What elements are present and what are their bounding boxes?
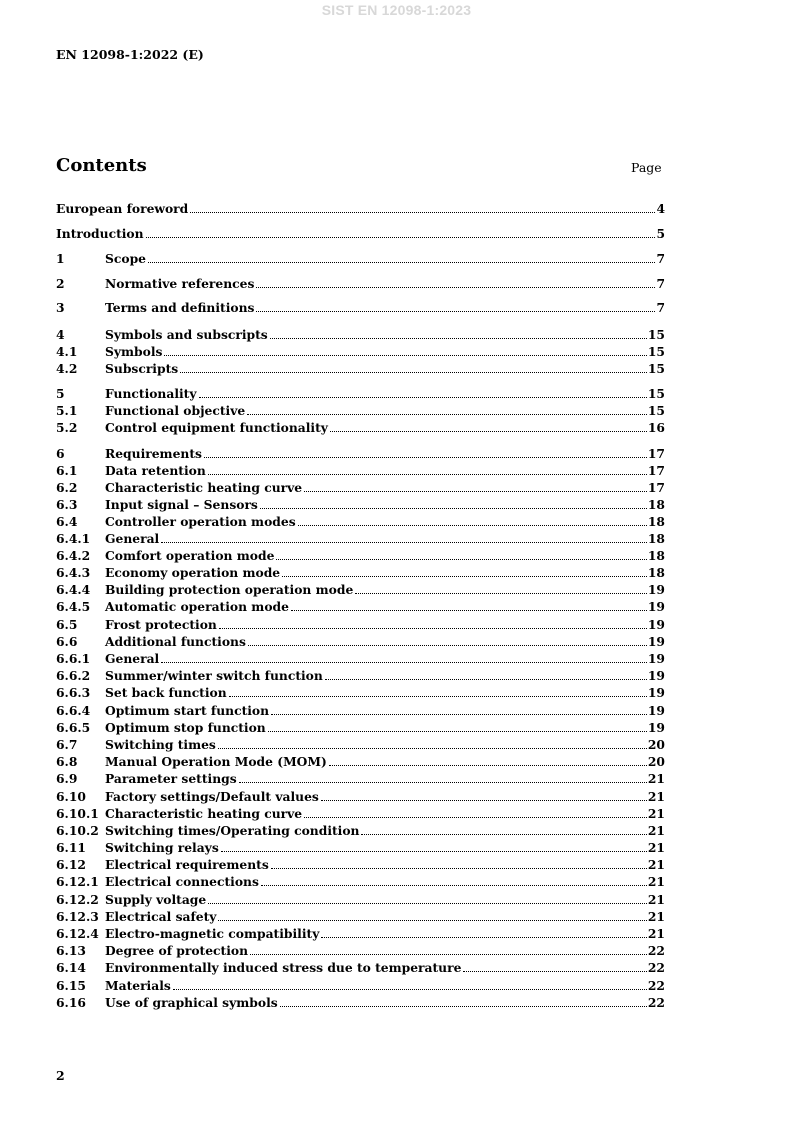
toc-entry-page: 22 — [647, 960, 665, 975]
toc-entry-page: 21 — [647, 789, 665, 804]
toc-entry-number: 6.4.4 — [56, 582, 91, 597]
toc-entry-title: Switching times — [105, 737, 216, 752]
toc-entry[interactable] — [56, 753, 665, 769]
dot-leader — [271, 713, 647, 715]
dot-leader — [199, 396, 647, 398]
toc-entry-page: 21 — [647, 874, 665, 889]
toc-entry[interactable] — [56, 702, 665, 718]
toc-entry-title: Symbols — [105, 344, 163, 359]
dot-leader — [239, 781, 647, 783]
toc-entry-number: 4.2 — [56, 361, 78, 376]
dot-leader — [190, 211, 655, 213]
toc-entry-title: Comfort operation mode — [105, 548, 275, 563]
toc-entry-page: 18 — [647, 548, 665, 563]
watermark: SIST EN 12098-1:2023 — [321, 2, 472, 18]
toc-entry-number: 6.12.1 — [56, 874, 99, 889]
dot-leader — [282, 575, 647, 577]
toc-entry[interactable] — [56, 873, 665, 889]
toc-entry[interactable] — [56, 200, 665, 216]
toc-entry[interactable] — [56, 385, 665, 401]
toc-entry-title: Control equipment functionality — [105, 420, 328, 435]
toc-entry-number: 6.1 — [56, 463, 78, 478]
toc-entry-number: 6.11 — [56, 840, 86, 855]
toc-entry-title: Supply voltage — [105, 892, 207, 907]
toc-entry-title: Summer/winter switch function — [105, 668, 323, 683]
toc-entry[interactable] — [56, 496, 665, 512]
toc-entry-page: 7 — [656, 300, 665, 315]
toc-entry-title: Normative references — [105, 276, 255, 291]
toc-entry-title: Switching relays — [105, 840, 219, 855]
dot-leader — [161, 541, 647, 543]
toc-entry[interactable] — [56, 479, 665, 495]
toc-entry-title: Requirements — [105, 446, 202, 461]
toc-entry-number: 6.4.5 — [56, 599, 91, 614]
toc-entry-page: 20 — [647, 754, 665, 769]
toc-entry[interactable] — [56, 616, 665, 632]
toc-entry-number: 6.3 — [56, 497, 78, 512]
toc-entry-page: 19 — [647, 617, 665, 632]
toc-entry-title: Electrical connections — [105, 874, 259, 889]
toc-entry-number: 4 — [56, 327, 65, 342]
toc-entry[interactable] — [56, 770, 665, 786]
toc-entry-number: 6.10.1 — [56, 806, 99, 821]
toc-entry[interactable] — [56, 994, 665, 1010]
toc-entry-number: 6.16 — [56, 995, 86, 1010]
toc-entry-number: 6.12 — [56, 857, 86, 872]
toc-entry-page: 21 — [647, 926, 665, 941]
toc-entry-title: Automatic operation mode — [105, 599, 289, 614]
toc-entry-page: 18 — [647, 565, 665, 580]
toc-entry-title: Controller operation modes — [105, 514, 296, 529]
toc-entry[interactable] — [56, 225, 665, 241]
toc-entry-number: 6.4.3 — [56, 565, 91, 580]
toc-entry[interactable] — [56, 299, 665, 315]
toc-entry-number: 6 — [56, 446, 65, 461]
toc-entry-page: 16 — [647, 420, 665, 435]
toc-entry-number: 2 — [56, 276, 65, 291]
toc-entry-number: 6.8 — [56, 754, 78, 769]
document-id: EN 12098-1:2022 (E) — [56, 47, 204, 62]
toc-entry[interactable] — [56, 908, 665, 924]
toc-entry-title: Set back function — [105, 685, 227, 700]
dot-leader — [218, 919, 646, 921]
toc-entry[interactable] — [56, 419, 665, 435]
toc-entry-title: Scope — [105, 251, 146, 266]
toc-entry[interactable] — [56, 805, 665, 821]
dot-leader — [248, 644, 647, 646]
dot-leader — [268, 730, 647, 732]
dot-leader — [325, 678, 647, 680]
toc-entry-number: 6.6.1 — [56, 651, 91, 666]
dot-leader — [329, 764, 647, 766]
toc-entry-page: 21 — [647, 909, 665, 924]
toc-entry-number: 6.12.3 — [56, 909, 99, 924]
toc-entry-title: Introduction — [56, 226, 144, 241]
toc-entry-page: 21 — [647, 771, 665, 786]
toc-entry[interactable] — [56, 513, 665, 529]
toc-entry[interactable] — [56, 598, 665, 614]
dot-leader — [330, 430, 647, 432]
toc-entry-number: 6.13 — [56, 943, 86, 958]
toc-entry-number: 6.7 — [56, 737, 78, 752]
contents-title: Contents — [56, 155, 147, 176]
toc-entry-number: 6.6.3 — [56, 685, 91, 700]
toc-entry[interactable] — [56, 250, 665, 266]
dot-leader — [271, 867, 647, 869]
toc-entry[interactable] — [56, 788, 665, 804]
toc-entry-title: Data retention — [105, 463, 206, 478]
dot-leader — [208, 473, 647, 475]
dot-leader — [304, 490, 647, 492]
toc-entry-title: Functional objective — [105, 403, 246, 418]
toc-entry-title: Electro-magnetic compatibility — [105, 926, 320, 941]
dot-leader — [256, 310, 655, 312]
toc-entry-page: 17 — [647, 480, 665, 495]
toc-entry-number: 6.10.2 — [56, 823, 99, 838]
toc-entry-page: 4 — [656, 201, 665, 216]
toc-entry-number: 6.12.4 — [56, 926, 99, 941]
toc-entry-page: 19 — [647, 582, 665, 597]
dot-leader — [180, 371, 647, 373]
dot-leader — [355, 592, 647, 594]
toc-entry-page: 18 — [647, 514, 665, 529]
toc-entry[interactable] — [56, 719, 665, 735]
toc-entry-title: Parameter settings — [105, 771, 237, 786]
toc-entry-page: 22 — [647, 995, 665, 1010]
toc-entry[interactable] — [56, 667, 665, 683]
toc-entry-page: 21 — [647, 840, 665, 855]
toc-entry[interactable] — [56, 633, 665, 649]
dot-leader — [261, 884, 647, 886]
toc-entry-number: 6.9 — [56, 771, 78, 786]
toc-entry[interactable] — [56, 326, 665, 342]
toc-entry-number: 6.5 — [56, 617, 78, 632]
toc-entry-number: 6.4 — [56, 514, 78, 529]
toc-entry[interactable] — [56, 275, 665, 291]
toc-entry-title: Optimum start function — [105, 703, 270, 718]
toc-entry-page: 21 — [647, 806, 665, 821]
toc-entry-number: 6.4.2 — [56, 548, 91, 563]
toc-entry-title: Additional functions — [105, 634, 246, 649]
toc-entry-page: 20 — [647, 737, 665, 752]
dot-leader — [173, 988, 647, 990]
toc-entry-page: 19 — [647, 599, 665, 614]
toc-entry-title: European foreword — [56, 201, 189, 216]
toc-entry-title: Use of graphical symbols — [105, 995, 278, 1010]
toc-entry-number: 1 — [56, 251, 65, 266]
toc-entry-title: Symbols and subscripts — [105, 327, 268, 342]
toc-entry-title: Subscripts — [105, 361, 179, 376]
dot-leader — [280, 1005, 647, 1007]
toc-entry-number: 6.15 — [56, 978, 86, 993]
toc-entry-title: Building protection operation mode — [105, 582, 354, 597]
toc-entry-page: 5 — [656, 226, 665, 241]
dot-leader — [146, 236, 656, 238]
dot-leader — [321, 799, 647, 801]
toc-entry[interactable] — [56, 530, 665, 546]
toc-entry[interactable] — [56, 445, 665, 461]
toc-entry[interactable] — [56, 402, 665, 418]
toc-entry-title: Economy operation mode — [105, 565, 281, 580]
toc-entry-page: 18 — [647, 531, 665, 546]
toc-entry-title: Frost protection — [105, 617, 217, 632]
toc-entry-number: 5.2 — [56, 420, 78, 435]
toc-entry-number: 6.4.1 — [56, 531, 91, 546]
dot-leader — [250, 953, 647, 955]
dot-leader — [148, 261, 655, 263]
toc-entry-number: 3 — [56, 300, 65, 315]
toc-entry[interactable] — [56, 942, 665, 958]
toc-entry-title: Characteristic heating curve — [105, 806, 303, 821]
toc-entry[interactable] — [56, 959, 665, 975]
toc-entry-title: General — [105, 531, 160, 546]
dot-leader — [247, 413, 647, 415]
toc-entry-title: Switching times/Operating condition — [105, 823, 360, 838]
dot-leader — [291, 609, 647, 611]
toc-entry-page: 22 — [647, 943, 665, 958]
dot-leader — [208, 902, 647, 904]
toc-entry-title: Input signal – Sensors — [105, 497, 258, 512]
toc-entry-title: Characteristic heating curve — [105, 480, 303, 495]
toc-entry-number: 6.6.5 — [56, 720, 91, 735]
toc-entry-page: 15 — [647, 344, 665, 359]
toc-entry-page: 15 — [647, 361, 665, 376]
toc-entry[interactable] — [56, 736, 665, 752]
toc-entry-number: 6.6.4 — [56, 703, 91, 718]
toc-entry-title: Optimum stop function — [105, 720, 266, 735]
toc-entry[interactable] — [56, 684, 665, 700]
dot-leader — [298, 524, 647, 526]
dot-leader — [256, 286, 655, 288]
toc-entry-page: 21 — [647, 857, 665, 872]
toc-entry[interactable] — [56, 462, 665, 478]
page-number: 2 — [56, 1068, 65, 1083]
toc-entry-page: 18 — [647, 497, 665, 512]
toc-entry-title: Electrical safety — [105, 909, 217, 924]
toc-entry[interactable] — [56, 581, 665, 597]
toc-entry[interactable] — [56, 891, 665, 907]
toc-entry-title: Functionality — [105, 386, 197, 401]
dot-leader — [270, 337, 647, 339]
toc-entry-number: 4.1 — [56, 344, 78, 359]
toc-entry-page: 21 — [647, 892, 665, 907]
dot-leader — [463, 970, 646, 972]
toc-entry-page: 17 — [647, 463, 665, 478]
toc-entry[interactable] — [56, 839, 665, 855]
dot-leader — [276, 558, 646, 560]
toc-entry-number: 5 — [56, 386, 65, 401]
toc-entry-number: 6.14 — [56, 960, 86, 975]
toc-entry[interactable] — [56, 822, 665, 838]
toc-entry[interactable] — [56, 343, 665, 359]
toc-entry[interactable] — [56, 360, 665, 376]
toc-entry-number: 5.1 — [56, 403, 78, 418]
toc-entry-title: Manual Operation Mode (MOM) — [105, 754, 327, 769]
toc-entry-page: 15 — [647, 327, 665, 342]
toc-entry-title: Environmentally induced stress due to temperature — [105, 960, 462, 975]
dot-leader — [218, 747, 647, 749]
toc-entry-number: 6.2 — [56, 480, 78, 495]
toc-entry-title: Electrical requirements — [105, 857, 269, 872]
toc-entry-page: 19 — [647, 685, 665, 700]
toc-entry-page: 19 — [647, 651, 665, 666]
toc-entry-page: 15 — [647, 403, 665, 418]
toc-entry-title: Factory settings/Default values — [105, 789, 319, 804]
toc-entry[interactable] — [56, 564, 665, 580]
toc-entry-page: 17 — [647, 446, 665, 461]
toc-entry[interactable] — [56, 547, 665, 563]
dot-leader — [304, 816, 647, 818]
page-column-heading: Page — [631, 160, 662, 175]
toc-entry-number: 6.6 — [56, 634, 78, 649]
toc-entry-page: 7 — [656, 251, 665, 266]
dot-leader — [361, 833, 646, 835]
toc-entry-page: 19 — [647, 703, 665, 718]
dot-leader — [204, 456, 647, 458]
toc-entry[interactable] — [56, 650, 665, 666]
dot-leader — [229, 695, 647, 697]
toc-entry-page: 19 — [647, 668, 665, 683]
toc-entry-number: 6.12.2 — [56, 892, 99, 907]
dot-leader — [321, 936, 647, 938]
toc-entry-title: Degree of protection — [105, 943, 249, 958]
dot-leader — [164, 354, 646, 356]
toc-entry[interactable] — [56, 925, 665, 941]
toc-entry-page: 19 — [647, 720, 665, 735]
toc-entry-title: Terms and definitions — [105, 300, 255, 315]
dot-leader — [161, 661, 647, 663]
toc-entry-title: Materials — [105, 978, 171, 993]
toc-entry-page: 21 — [647, 823, 665, 838]
dot-leader — [219, 627, 647, 629]
toc-entry[interactable] — [56, 977, 665, 993]
toc-entry-number: 6.10 — [56, 789, 86, 804]
toc-entry-page: 7 — [656, 276, 665, 291]
toc-entry-page: 22 — [647, 978, 665, 993]
toc-entry-title: General — [105, 651, 160, 666]
dot-leader — [260, 507, 647, 509]
toc-entry-page: 19 — [647, 634, 665, 649]
toc-entry-number: 6.6.2 — [56, 668, 91, 683]
toc-entry-page: 15 — [647, 386, 665, 401]
toc-entry[interactable] — [56, 856, 665, 872]
dot-leader — [221, 850, 647, 852]
